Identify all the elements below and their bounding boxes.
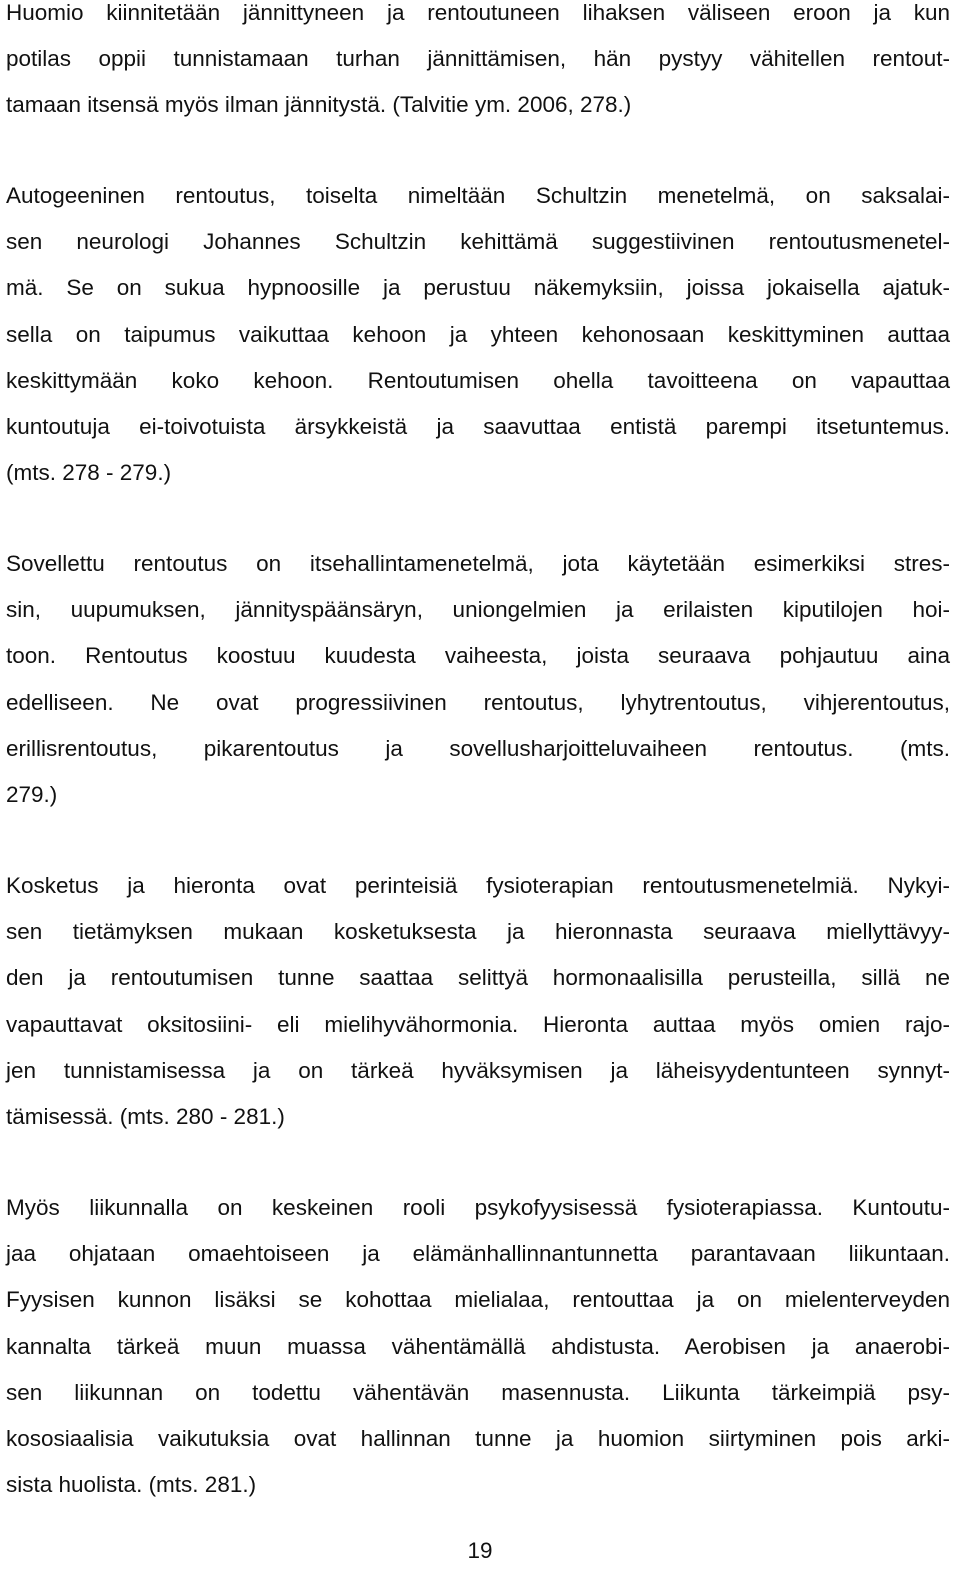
text-line: (mts. 278 - 279.): [6, 460, 172, 486]
text-line: tamaan itsensä myös ilman jännitystä. (Talvitie ym. 2006, 278.): [6, 92, 632, 118]
text-line: Kosketus ja hieronta ovat perinteisiä fysioterapian rentoutusmenetelmiä. Nykyi-: [6, 873, 950, 898]
text-line: toon. Rentoutus koostuu kuudesta vaiheesta, joista seuraava pohjautuu aina: [6, 643, 950, 669]
text-line: mä. Se on sukua hypnoosille ja perustuu näkemyksiin, joissa jokaisella ajatuk-: [6, 275, 950, 301]
text-line: kannalta tärkeä muun muassa vähentämällä ahdistusta. Aerobisen ja anaerobi-: [6, 1333, 950, 1359]
text-line: 279.): [6, 782, 58, 808]
text-line: kuntoutuja ei-toivotuista ärsykkeistä ja saavuttaa entistä parempi itsetuntemus.: [6, 414, 950, 440]
text-line: sen liikunnan on todettu vähentävän masennusta. Liikunta tärkeimpiä psy-: [6, 1379, 950, 1405]
text-line: Myös liikunnalla on keskeinen rooli psykofyysisessä fysioterapiassa. Kuntoutu-: [6, 1195, 950, 1220]
text-line: sen tietämyksen mukaan kosketuksesta ja hieronnasta seuraava miellyttävyy-: [6, 919, 950, 945]
paragraph-applied-relaxation: [6, 541, 950, 818]
text-line: tämisessä. (mts. 280 - 281.): [6, 1104, 285, 1130]
text-line: kososiaalisia vaikutuksia ovat hallinnan tunne ja huomion siirtyminen pois arki-: [6, 1426, 950, 1452]
text-line: den ja rentoutumisen tunne saattaa selittyä hormonaalisilla perusteilla, sillä ne: [6, 965, 950, 991]
text-line: Sovellettu rentoutus on itsehallintamenetelmä, jota käytetään esimerkiksi stres-: [6, 551, 950, 576]
paragraph-touch-massage: [6, 863, 950, 1140]
text-line: keskittymään koko kehoon. Rentoutumisen ohella tavoitteena on vapauttaa: [6, 367, 950, 393]
paragraph-relaxation-intro: [6, 0, 950, 129]
text-line: sin, uupumuksen, jännityspäänsäryn, uniongelmien ja erilaisten kiputilojen hoi-: [6, 597, 950, 623]
text-line: vapauttavat oksitosiini- eli mielihyvähormonia. Hieronta auttaa myös omien rajo-: [6, 1011, 950, 1037]
text-line: sen neurologi Johannes Schultzin kehittämä suggestiivinen rentoutusmenetel-: [6, 229, 950, 255]
text-line: erillisrentoutus, pikarentoutus ja sovellusharjoitteluvaiheen rentoutus. (mts.: [6, 735, 950, 761]
paragraph-physical-exercise: [6, 1185, 950, 1508]
text-line: Huomio kiinnitetään jännittyneen ja rentoutuneen lihaksen väliseen eroon ja kun: [6, 0, 950, 25]
paragraph-autogenic-relaxation: [6, 173, 950, 496]
text-line: sista huolista. (mts. 281.): [6, 1472, 257, 1498]
text-line: Fyysisen kunnon lisäksi se kohottaa mielialaa, rentouttaa ja on mielenterveyden: [6, 1287, 950, 1313]
text-line: jaa ohjataan omaehtoiseen ja elämänhallinnantunnetta parantavaan liikuntaan.: [6, 1241, 950, 1267]
text-line: potilas oppii tunnistamaan turhan jännittämisen, hän pystyy vähitellen rentout-: [6, 46, 950, 72]
text-line: jen tunnistamisessa ja on tärkeä hyväksymisen ja läheisyydentunteen synnyt-: [6, 1057, 950, 1083]
page-number: 19: [467, 1538, 493, 1563]
text-line: sella on taipumus vaikuttaa kehoon ja yhteen kehonosaan keskittyminen auttaa: [6, 321, 950, 347]
text-line: edelliseen. Ne ovat progressiivinen rentoutus, lyhytrentoutus, vihjerentoutus,: [6, 689, 950, 715]
text-line: Autogeeninen rentoutus, toiselta nimeltään Schultzin menetelmä, on saksalai-: [6, 183, 950, 208]
